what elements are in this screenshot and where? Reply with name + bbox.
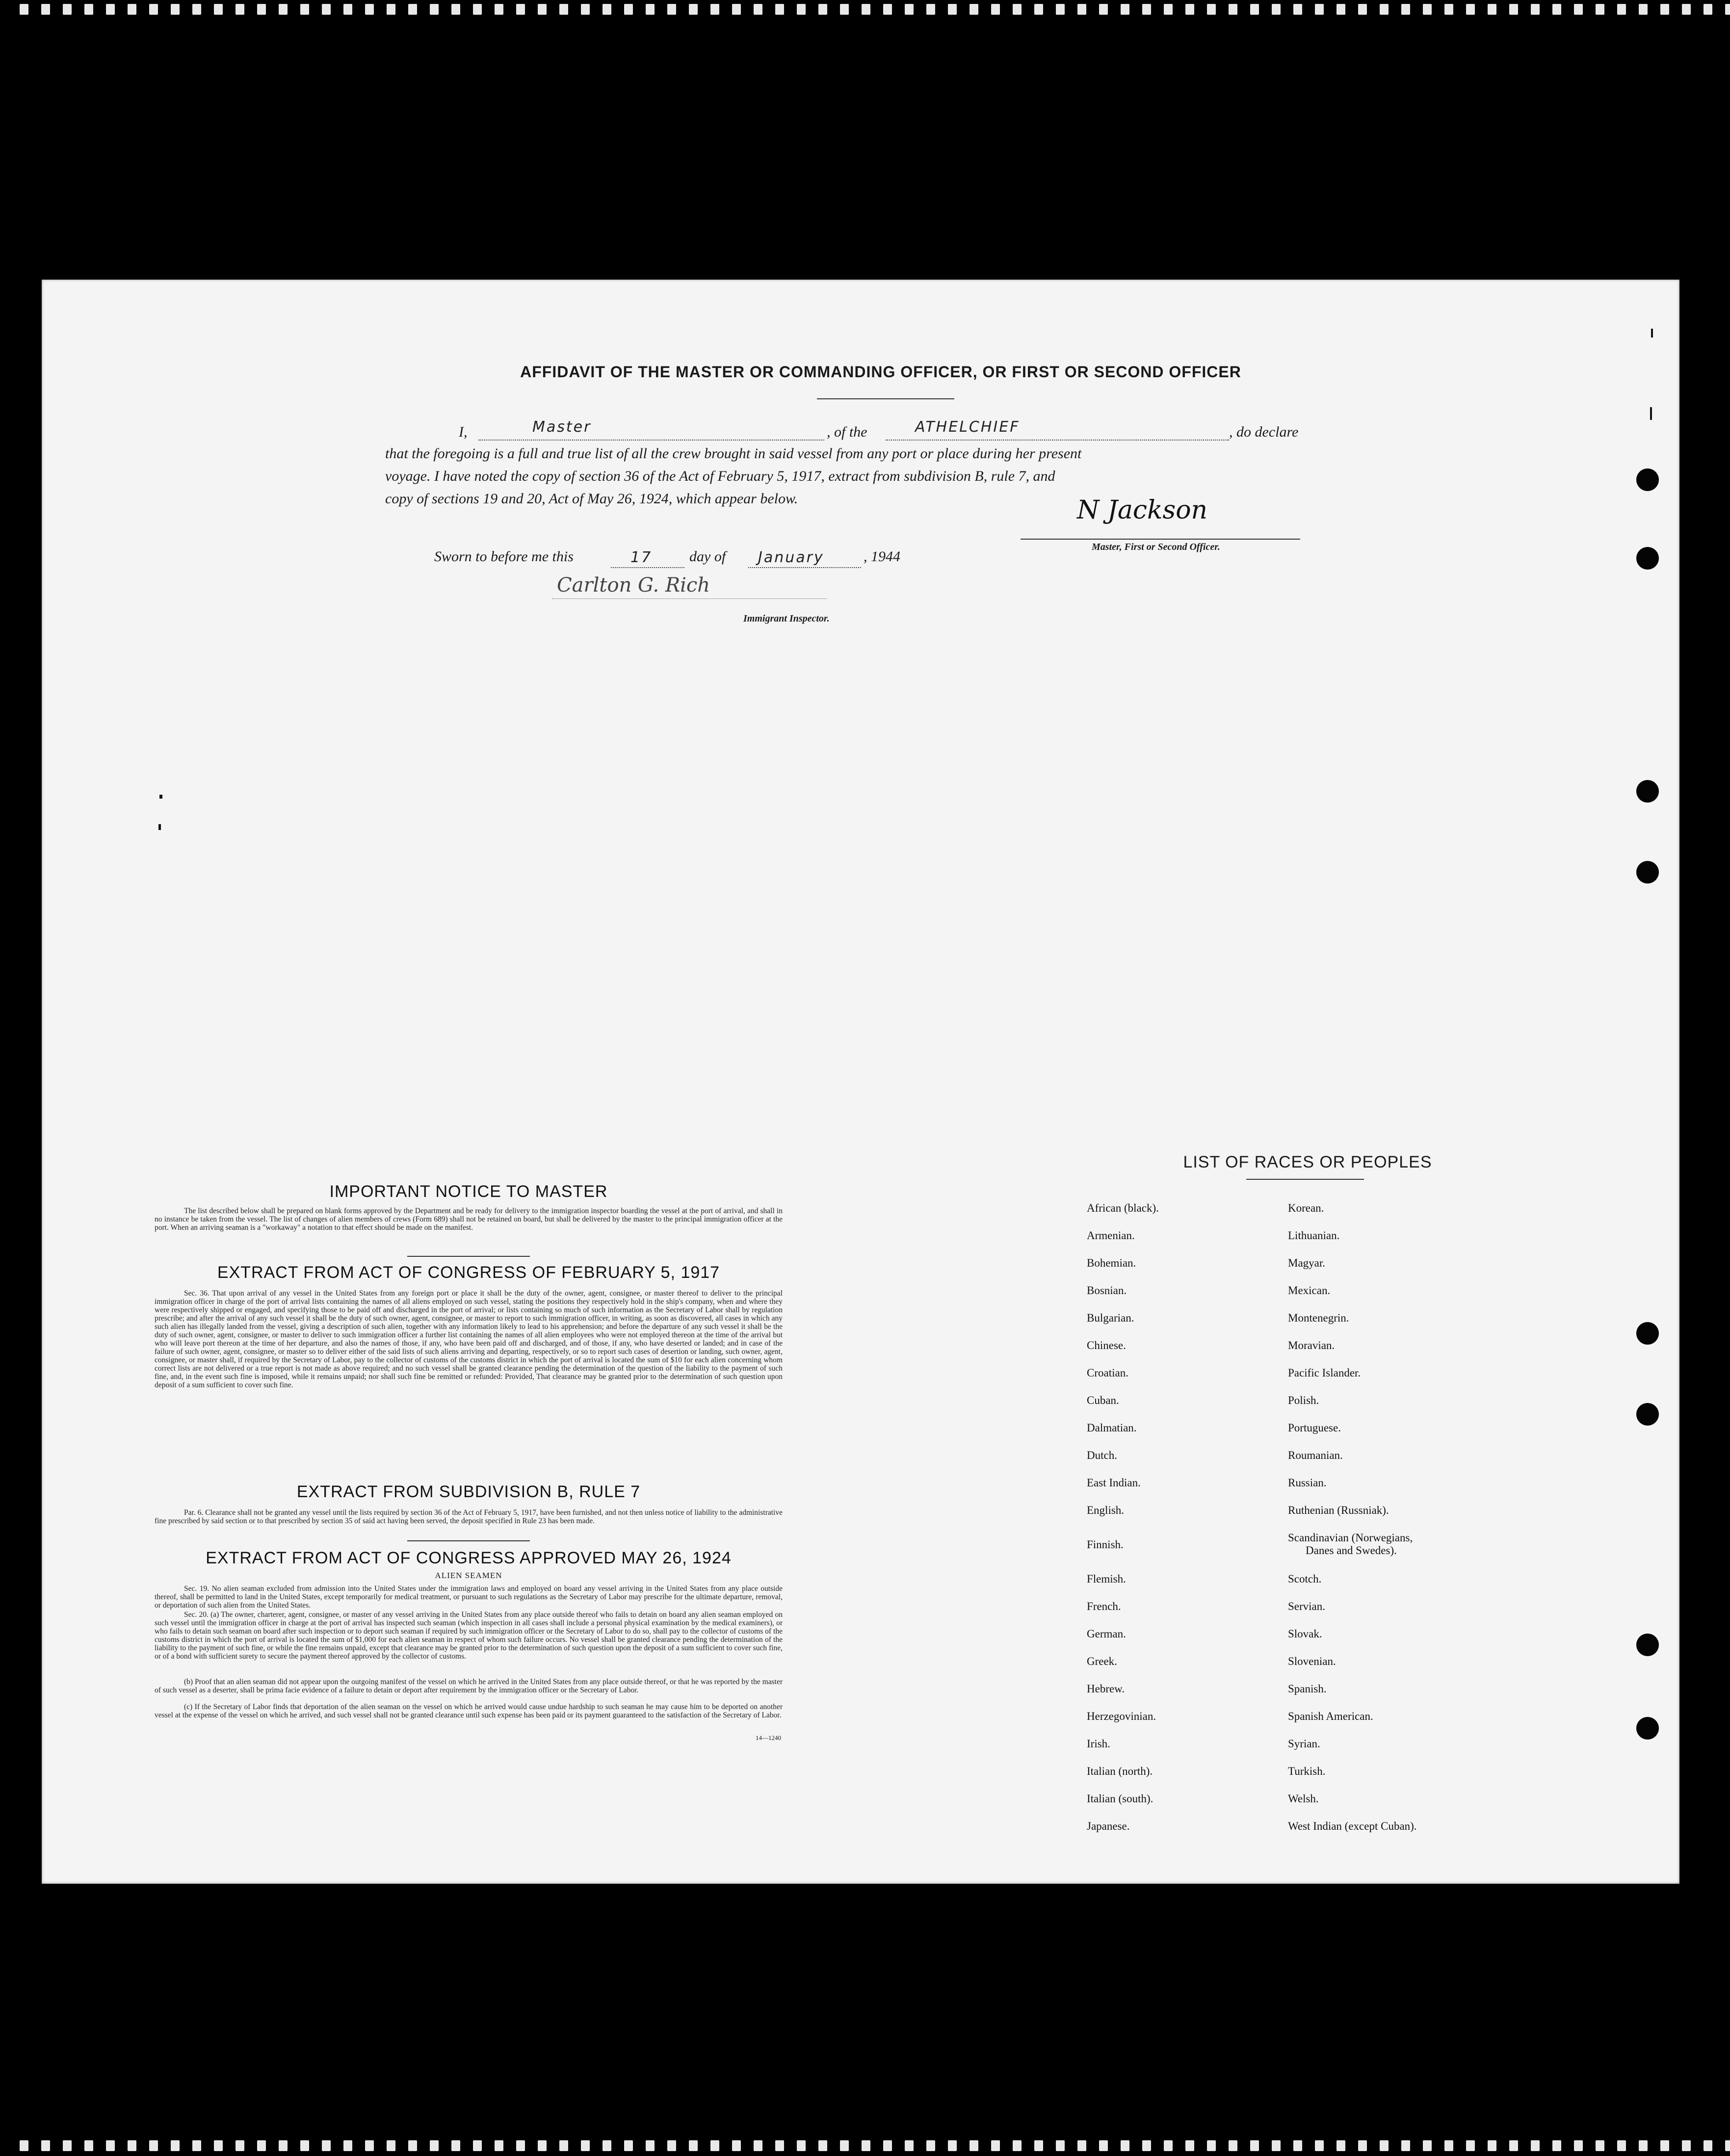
race-item: Mexican. bbox=[1288, 1284, 1331, 1297]
film-sprocket bbox=[797, 4, 806, 15]
race-item: Scandinavian (Norwegians, bbox=[1288, 1532, 1413, 1544]
film-sprocket bbox=[408, 2140, 417, 2151]
film-sprocket bbox=[1574, 4, 1583, 15]
film-sprocket bbox=[667, 4, 676, 15]
punch-hole bbox=[1636, 1717, 1659, 1740]
film-sprocket bbox=[149, 4, 158, 15]
film-sprocket bbox=[106, 4, 115, 15]
inspector-caption: Immigrant Inspector. bbox=[743, 613, 830, 624]
race-item: Korean. bbox=[1288, 1202, 1324, 1214]
film-sprocket bbox=[1099, 4, 1108, 15]
film-sprocket bbox=[1013, 4, 1022, 15]
film-sprocket bbox=[732, 2140, 741, 2151]
film-strip-bottom bbox=[0, 2136, 1730, 2156]
film-sprocket bbox=[1488, 2140, 1496, 2151]
extract-1924-sec20a: Sec. 20. (a) The owner, charterer, agent, consignee, or master of any vessel arriving in the United States from any place outside thereof who fails to detain on board any alien seaman employed on such vessel until the immigration officer in charge at the port of arrival has inspected such seaman (which inspection in all cases shall include a personal physical examination by the medical examiners), or who fails to detain such seaman on board after such inspection or to deport such seaman if required by such immigration officer or the Secretary of Labor to do so, shall pay to the collector of customs of the customs district in which the port of arrival is located the sum of $1,000 for each alien seaman in respect of whom such failure occurs. No vessel shall be granted clearance pending the determination of the liability to the payment of such fine, or while the fine remains unpaid, except that clearance may be granted prior to the determination of such question upon the deposit of a sum sufficient to cover such fine, or of a bond with sufficient surety to secure the payment thereof approved by the collector of customs. bbox=[155, 1611, 783, 1661]
film-sprocket bbox=[926, 4, 935, 15]
film-sprocket bbox=[451, 2140, 460, 2151]
film-sprocket bbox=[1552, 4, 1561, 15]
race-item: Ruthenian (Russniak). bbox=[1288, 1504, 1389, 1516]
film-sprocket bbox=[495, 2140, 503, 2151]
film-sprocket bbox=[473, 2140, 482, 2151]
sworn-month-handwritten: January bbox=[758, 549, 824, 566]
film-sprocket bbox=[84, 4, 93, 15]
film-sprocket bbox=[862, 4, 870, 15]
extract-1924-sec20c: (c) If the Secretary of Labor finds that deportation of the alien seaman on the vessel on which he arrived would cause undue hardship to such seaman he may cause him to be deported on another vessel at the expense of the vessel on which he arrived, and such vessel shall not be granted clearance until such expense has been paid or its payment guaranteed to the satisfaction of the Secretary of Labor. bbox=[155, 1703, 783, 1719]
film-sprocket bbox=[646, 2140, 655, 2151]
film-sprocket bbox=[1121, 4, 1129, 15]
film-sprocket bbox=[1531, 4, 1540, 15]
film-sprocket bbox=[818, 2140, 827, 2151]
punch-hole bbox=[1636, 1634, 1659, 1656]
race-item: Turkish. bbox=[1288, 1765, 1326, 1777]
film-sprocket bbox=[63, 4, 72, 15]
film-sprocket bbox=[1272, 4, 1281, 15]
title-rule bbox=[817, 398, 954, 399]
punch-hole bbox=[1636, 780, 1659, 803]
film-sprocket bbox=[387, 4, 395, 15]
film-sprocket bbox=[1380, 4, 1389, 15]
race-item: Bohemian. bbox=[1087, 1257, 1136, 1269]
extract-1924-sec19: Sec. 19. No alien seaman excluded from admission into the United States under the immigration laws and employed on board any vessel arriving in the United States from any place outside thereof, shall be permitted to land in the United States, except temporarily for medical treatment, or pursuant to such regulations as the Secretary of Labor may prescribe for the ultimate departure, removal, or deportation of such alien from the United States. bbox=[155, 1585, 783, 1610]
race-item: Japanese. bbox=[1087, 1820, 1130, 1832]
film-sprocket bbox=[646, 4, 655, 15]
film-sprocket bbox=[581, 4, 590, 15]
film-sprocket bbox=[1250, 4, 1259, 15]
film-sprocket bbox=[322, 4, 331, 15]
film-sprocket bbox=[171, 2140, 180, 2151]
film-sprocket bbox=[279, 2140, 288, 2151]
film-sprocket bbox=[149, 2140, 158, 2151]
film-sprocket bbox=[754, 2140, 762, 2151]
race-item: English. bbox=[1087, 1504, 1125, 1516]
race-item: Croatian. bbox=[1087, 1367, 1128, 1379]
film-sprocket bbox=[63, 2140, 72, 2151]
extract-1917-text: Sec. 36. That upon arrival of any vessel in the United States from any foreign port or place it shall be the duty of the owner, agent, consignee, or master thereof to deliver to the principal immigration officer in charge of the port of arrival lists containing the names of all aliens employed on such vessel, stating the positions they respectively hold in the ship's company, when and where they were respectively shipped or engaged, and specifying those to be paid off and discharged in the port of arrival; or lists containing so much of such information as the Secretary of Labor shall by regulation prescribe; and after the arrival of any such vessel it shall be the duty of such owner, agent, consignee, or master to report to such immigration officer, in writing, as soon as discovered, all cases in which any such alien has illegally landed from the vessel, giving a description of such alien, together with any information likely to lead to his apprehension; and before the departure of any such vessel it shall be the duty of such owner, agent, consignee, or master to deliver to such immigration officer a further list containing the names of all alien employees who were not employed thereon at the time of the arrival but who will leave port thereon at the time of her departure, and also the names of those, if any, who have been paid off and discharged, and of those, if any, who have deserted or landed; and in case of the failure of such owner, agent, consignee, or master so to deliver either of the said lists of such aliens arriving and departing, respectively, or so to report such cases of desertion or landing, such owner, agent, consignee, or master shall, if required by the Secretary of Labor, pay to the collector of customs of the customs district in which the port of arrival is located the sum of $10 for each alien concerning whom correct lists are not delivered or a true report is not made as above required; and no such vessel shall be granted clearance pending the determination of the question of the liability to the payment of such fine, and, in the event such fine is imposed, while it remains unpaid; nor shall such fine be remitted or refunded: Provided, That clearance may be granted prior to the determination of such question upon deposit of a sum sufficient to cover such fine. bbox=[155, 1289, 783, 1389]
film-sprocket bbox=[1185, 2140, 1194, 2151]
film-sprocket bbox=[732, 4, 741, 15]
race-item: Montenegrin. bbox=[1288, 1312, 1349, 1324]
race-item: Cuban. bbox=[1087, 1394, 1119, 1406]
film-sprocket bbox=[667, 2140, 676, 2151]
film-sprocket bbox=[214, 4, 223, 15]
film-sprocket bbox=[236, 4, 244, 15]
extract-rule7-text: Par. 6. Clearance shall not be granted any vessel until the lists required by section 36 of the Act of February 5, 1917, have been furnished, and not then unless notice of liability to the administrative fine prescribed by said section or to that prescribed by section 35 of said act having been served, the deposit specified in Rule 23 has been made. bbox=[155, 1508, 783, 1525]
film-sprocket bbox=[41, 2140, 50, 2151]
master-name-blank bbox=[478, 418, 824, 441]
race-item: Scotch. bbox=[1288, 1573, 1322, 1585]
race-item: Armenian. bbox=[1087, 1229, 1135, 1242]
film-sprocket bbox=[408, 4, 417, 15]
race-item: Flemish. bbox=[1087, 1573, 1126, 1585]
affidavit-title: AFFIDAVIT OF THE MASTER OR COMMANDING OFFICER, OR FIRST OR SECOND OFFICER bbox=[520, 363, 1241, 381]
film-sprocket bbox=[1509, 4, 1518, 15]
film-sprocket bbox=[1293, 4, 1302, 15]
race-item: Finnish. bbox=[1087, 1538, 1124, 1551]
film-sprocket bbox=[106, 2140, 115, 2151]
race-item: Moravian. bbox=[1288, 1339, 1335, 1351]
film-sprocket bbox=[991, 4, 1000, 15]
film-sprocket bbox=[1121, 2140, 1129, 2151]
race-item: Italian (south). bbox=[1087, 1792, 1153, 1805]
film-sprocket bbox=[1617, 2140, 1626, 2151]
do-declare-label: , do declare bbox=[1229, 424, 1299, 440]
scan-mark bbox=[1650, 407, 1652, 420]
film-sprocket bbox=[840, 2140, 849, 2151]
extract-1924-subheading: ALIEN SEAMEN bbox=[435, 1571, 502, 1580]
film-sprocket bbox=[1423, 4, 1432, 15]
document-page bbox=[42, 280, 1679, 1884]
film-sprocket bbox=[516, 2140, 525, 2151]
master-name-handwritten: Master bbox=[532, 418, 592, 436]
film-sprocket bbox=[1596, 4, 1604, 15]
film-sprocket bbox=[689, 2140, 698, 2151]
film-sprocket bbox=[559, 4, 568, 15]
race-item: African (black). bbox=[1087, 1202, 1159, 1214]
vessel-name-blank bbox=[886, 418, 1229, 441]
race-item: Pacific Islander. bbox=[1288, 1367, 1361, 1379]
film-sprocket bbox=[192, 2140, 201, 2151]
film-sprocket bbox=[1704, 2140, 1712, 2151]
film-sprocket bbox=[1596, 2140, 1604, 2151]
film-sprocket bbox=[1725, 4, 1730, 15]
film-sprocket bbox=[365, 2140, 374, 2151]
extract-1924-heading: EXTRACT FROM ACT OF CONGRESS APPROVED MAY 26, 1924 bbox=[206, 1549, 732, 1567]
inspector-signature-line bbox=[552, 598, 827, 599]
punch-hole bbox=[1636, 1322, 1659, 1345]
film-sprocket bbox=[948, 4, 957, 15]
film-sprocket bbox=[926, 2140, 935, 2151]
film-sprocket bbox=[387, 2140, 395, 2151]
race-item: French. bbox=[1087, 1600, 1121, 1612]
film-sprocket bbox=[1142, 2140, 1151, 2151]
affidavit-line-4: copy of sections 19 and 20, Act of May 26, 1924, which appear below. bbox=[385, 491, 798, 507]
film-sprocket bbox=[840, 4, 849, 15]
film-sprocket bbox=[322, 2140, 331, 2151]
affidavit-line-3: voyage. I have noted the copy of section 36 of the Act of February 5, 1917, extract from subdivision B, rule 7, and bbox=[385, 468, 1055, 484]
film-sprocket bbox=[1639, 2140, 1648, 2151]
film-sprocket bbox=[1444, 2140, 1453, 2151]
film-sprocket bbox=[1574, 2140, 1583, 2151]
film-sprocket bbox=[257, 4, 266, 15]
film-sprocket bbox=[1552, 2140, 1561, 2151]
film-sprocket bbox=[279, 4, 288, 15]
race-item: Welsh. bbox=[1288, 1792, 1319, 1805]
film-sprocket bbox=[1185, 4, 1194, 15]
film-sprocket bbox=[495, 4, 503, 15]
film-sprocket bbox=[343, 2140, 352, 2151]
film-sprocket bbox=[1488, 4, 1496, 15]
film-sprocket bbox=[991, 2140, 1000, 2151]
race-item: Dutch. bbox=[1087, 1449, 1117, 1461]
notice-heading: IMPORTANT NOTICE TO MASTER bbox=[329, 1182, 608, 1201]
film-sprocket bbox=[905, 4, 914, 15]
film-sprocket bbox=[710, 2140, 719, 2151]
punch-hole bbox=[1636, 1403, 1659, 1426]
film-sprocket bbox=[1466, 4, 1475, 15]
film-sprocket bbox=[862, 2140, 870, 2151]
sworn-day-handwritten: 17 bbox=[630, 549, 653, 566]
extract-1924-sec20b: (b) Proof that an alien seaman did not appear upon the outgoing manifest of the vessel on which he arrived in the United States from any place outside thereof, or that he was reported by the master of such vessel as a deserter, shall be prima facie evidence of a failure to detain or deport after requirement by the immigration officer or the Secretary of Labor. bbox=[155, 1678, 783, 1694]
film-sprocket bbox=[41, 4, 50, 15]
film-sprocket bbox=[624, 4, 633, 15]
film-sprocket bbox=[1315, 2140, 1324, 2151]
film-sprocket bbox=[1682, 4, 1691, 15]
film-sprocket bbox=[1704, 4, 1712, 15]
film-sprocket bbox=[1250, 2140, 1259, 2151]
race-item: Magyar. bbox=[1288, 1257, 1326, 1269]
of-the-label: , of the bbox=[827, 424, 867, 440]
film-sprocket bbox=[192, 4, 201, 15]
inspector-signature: Carlton G. Rich bbox=[557, 574, 710, 597]
races-heading: LIST OF RACES OR PEOPLES bbox=[1183, 1153, 1432, 1171]
film-sprocket bbox=[1337, 2140, 1345, 2151]
film-sprocket bbox=[624, 2140, 633, 2151]
film-sprocket bbox=[1056, 4, 1065, 15]
race-item: Irish. bbox=[1087, 1738, 1110, 1750]
film-sprocket bbox=[365, 4, 374, 15]
race-item: Slovak. bbox=[1288, 1628, 1322, 1640]
film-sprocket bbox=[300, 2140, 309, 2151]
race-item: Slovenian. bbox=[1288, 1655, 1336, 1667]
film-sprocket bbox=[236, 2140, 244, 2151]
film-sprocket bbox=[538, 2140, 547, 2151]
race-item: West Indian (except Cuban). bbox=[1288, 1820, 1417, 1832]
film-sprocket bbox=[343, 4, 352, 15]
film-sprocket bbox=[1358, 4, 1367, 15]
film-sprocket bbox=[1725, 2140, 1730, 2151]
film-sprocket bbox=[1401, 2140, 1410, 2151]
races-rule bbox=[1246, 1179, 1364, 1180]
film-sprocket bbox=[1509, 2140, 1518, 2151]
race-item: Syrian. bbox=[1288, 1738, 1320, 1750]
race-item: East Indian. bbox=[1087, 1477, 1141, 1489]
film-sprocket bbox=[1660, 4, 1669, 15]
film-sprocket bbox=[430, 2140, 439, 2151]
race-item: Greek. bbox=[1087, 1655, 1117, 1667]
film-sprocket bbox=[1660, 2140, 1669, 2151]
master-caption: Master, First or Second Officer. bbox=[1092, 542, 1220, 552]
film-sprocket bbox=[473, 4, 482, 15]
film-sprocket bbox=[603, 2140, 611, 2151]
film-sprocket bbox=[818, 4, 827, 15]
film-sprocket bbox=[1531, 2140, 1540, 2151]
sworn-prefix: Sworn to before me this bbox=[434, 548, 574, 565]
punch-hole bbox=[1636, 468, 1659, 491]
film-sprocket bbox=[581, 2140, 590, 2151]
film-sprocket bbox=[1034, 2140, 1043, 2151]
race-item: Herzegovinian. bbox=[1087, 1710, 1156, 1722]
film-sprocket bbox=[1099, 2140, 1108, 2151]
film-sprocket bbox=[1466, 2140, 1475, 2151]
film-sprocket bbox=[948, 2140, 957, 2151]
race-item: Portuguese. bbox=[1288, 1422, 1341, 1434]
scan-mark bbox=[158, 824, 161, 830]
form-number: 14—1240 bbox=[756, 1734, 781, 1741]
film-sprocket bbox=[1639, 4, 1648, 15]
film-sprocket bbox=[1272, 2140, 1281, 2151]
race-item: Bulgarian. bbox=[1087, 1312, 1134, 1324]
affidavit-line-2: that the foregoing is a full and true list of all the crew brought in said vessel from any port or place during her present bbox=[385, 445, 1082, 462]
film-sprocket bbox=[1423, 2140, 1432, 2151]
film-sprocket bbox=[1617, 4, 1626, 15]
film-sprocket bbox=[1229, 2140, 1237, 2151]
sworn-month-blank bbox=[748, 549, 861, 568]
film-sprocket bbox=[1207, 2140, 1216, 2151]
extract-rule7-heading: EXTRACT FROM SUBDIVISION B, RULE 7 bbox=[296, 1482, 641, 1501]
film-sprocket bbox=[883, 2140, 892, 2151]
scan-mark bbox=[159, 795, 162, 799]
day-of-label: day of bbox=[689, 548, 726, 565]
race-item: Danes and Swedes). bbox=[1306, 1544, 1397, 1557]
i-prefix: I, bbox=[459, 424, 468, 440]
race-item: Servian. bbox=[1288, 1600, 1326, 1612]
race-item: German. bbox=[1087, 1628, 1126, 1640]
race-item: Dalmatian. bbox=[1087, 1422, 1137, 1434]
film-sprocket bbox=[1056, 2140, 1065, 2151]
race-item: Lithuanian. bbox=[1288, 1229, 1340, 1242]
film-sprocket bbox=[1077, 2140, 1086, 2151]
film-sprocket bbox=[689, 4, 698, 15]
race-item: Spanish American. bbox=[1288, 1710, 1373, 1722]
sworn-day-blank bbox=[611, 549, 684, 568]
film-sprocket bbox=[1380, 2140, 1389, 2151]
film-sprocket bbox=[883, 4, 892, 15]
film-sprocket bbox=[797, 2140, 806, 2151]
film-sprocket bbox=[214, 2140, 223, 2151]
race-item: Hebrew. bbox=[1087, 1683, 1125, 1695]
film-sprocket bbox=[1034, 4, 1043, 15]
film-sprocket bbox=[1142, 4, 1151, 15]
film-sprocket bbox=[257, 2140, 266, 2151]
section-rule bbox=[407, 1256, 530, 1257]
notice-text: The list described below shall be prepared on blank forms approved by the Department and be ready for delivery to the immigration inspector boarding the vessel at the port of arrival, and shall in no instance be taken from the vessel. The list of changes of alien members of crews (Form 689) shall not be retained on board, but shall be delivered by the master to the principal immigration officer at the port. When an arriving seaman is a "workaway" a notation to that effect should be made on the manifest. bbox=[155, 1207, 783, 1232]
film-sprocket bbox=[430, 4, 439, 15]
race-item: Chinese. bbox=[1087, 1339, 1126, 1351]
film-sprocket bbox=[754, 4, 762, 15]
film-strip-top bbox=[0, 0, 1730, 20]
film-sprocket bbox=[1229, 4, 1237, 15]
film-sprocket bbox=[128, 4, 136, 15]
vessel-name-handwritten: ATHELCHIEF bbox=[915, 418, 1020, 436]
punch-hole bbox=[1636, 547, 1659, 570]
film-sprocket bbox=[451, 4, 460, 15]
race-item: Roumanian. bbox=[1288, 1449, 1343, 1461]
film-sprocket bbox=[1358, 2140, 1367, 2151]
extract-1917-heading: EXTRACT FROM ACT OF CONGRESS OF FEBRUARY 5, 1917 bbox=[217, 1263, 720, 1282]
film-sprocket bbox=[1401, 4, 1410, 15]
scan-mark bbox=[1651, 329, 1653, 338]
film-sprocket bbox=[1013, 2140, 1022, 2151]
film-sprocket bbox=[1164, 2140, 1173, 2151]
film-sprocket bbox=[1315, 4, 1324, 15]
sworn-year: , 1944 bbox=[864, 548, 900, 565]
film-sprocket bbox=[1077, 4, 1086, 15]
film-sprocket bbox=[970, 4, 978, 15]
film-sprocket bbox=[710, 4, 719, 15]
film-sprocket bbox=[1164, 4, 1173, 15]
film-sprocket bbox=[970, 2140, 978, 2151]
race-item: Spanish. bbox=[1288, 1683, 1327, 1695]
race-item: Bosnian. bbox=[1087, 1284, 1127, 1297]
film-sprocket bbox=[171, 4, 180, 15]
film-sprocket bbox=[603, 4, 611, 15]
film-sprocket bbox=[20, 4, 28, 15]
race-item: Italian (north). bbox=[1087, 1765, 1153, 1777]
race-item: Polish. bbox=[1288, 1394, 1319, 1406]
film-sprocket bbox=[905, 2140, 914, 2151]
film-sprocket bbox=[559, 2140, 568, 2151]
film-sprocket bbox=[1682, 2140, 1691, 2151]
signature-line bbox=[1021, 539, 1300, 540]
film-sprocket bbox=[20, 2140, 28, 2151]
film-sprocket bbox=[775, 2140, 784, 2151]
master-signature: N Jackson bbox=[1077, 495, 1207, 525]
race-item: Russian. bbox=[1288, 1477, 1327, 1489]
film-sprocket bbox=[128, 2140, 136, 2151]
film-sprocket bbox=[1444, 4, 1453, 15]
film-sprocket bbox=[538, 4, 547, 15]
film-sprocket bbox=[84, 2140, 93, 2151]
film-sprocket bbox=[516, 4, 525, 15]
punch-hole bbox=[1636, 861, 1659, 883]
film-sprocket bbox=[1293, 2140, 1302, 2151]
film-sprocket bbox=[1337, 4, 1345, 15]
film-sprocket bbox=[775, 4, 784, 15]
film-sprocket bbox=[300, 4, 309, 15]
film-sprocket bbox=[1207, 4, 1216, 15]
section-rule bbox=[407, 1540, 530, 1541]
